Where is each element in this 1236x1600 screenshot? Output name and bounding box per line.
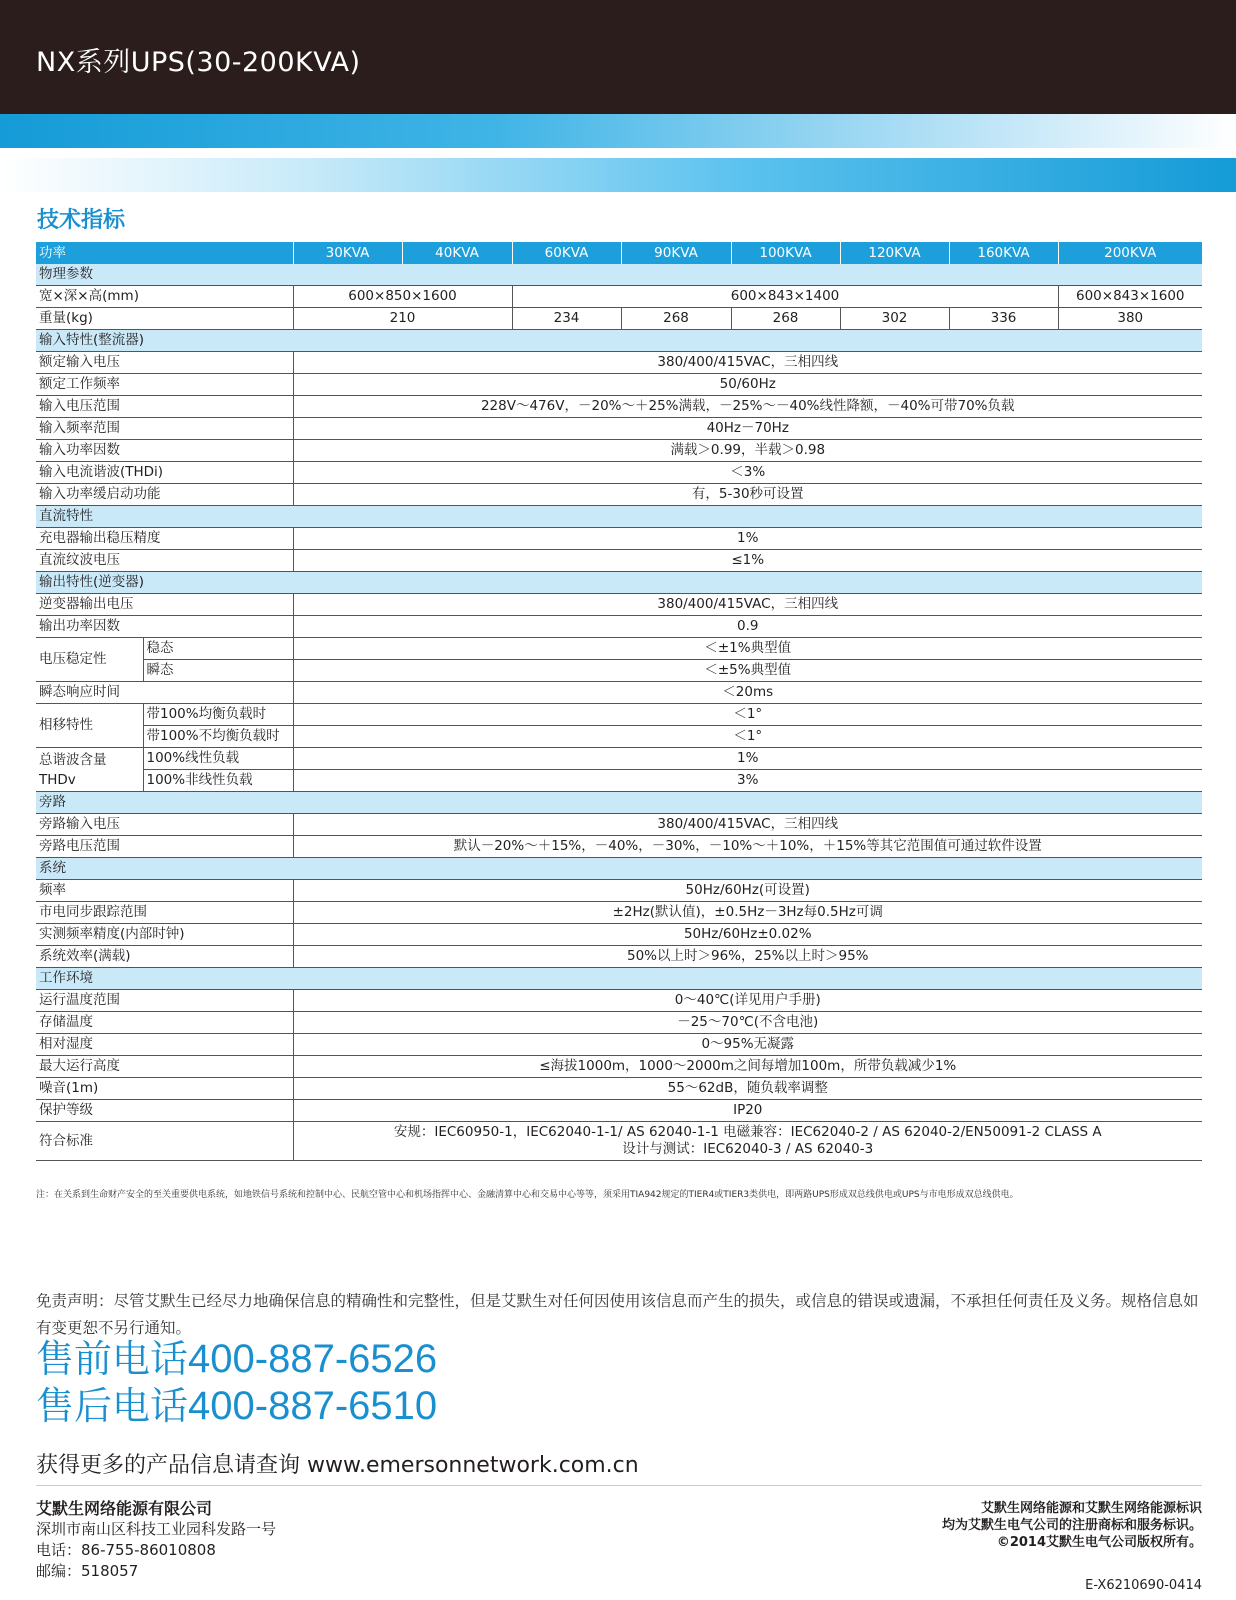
row-sublabel: 瞬态 bbox=[143, 660, 293, 682]
table-row bbox=[36, 1100, 1202, 1122]
section-title: 技术指标 bbox=[37, 208, 126, 233]
row-value: ≤1% bbox=[293, 550, 1202, 572]
row-label: 输入频率范围 bbox=[36, 418, 293, 440]
table-row bbox=[36, 440, 1202, 462]
row-label: 相移特性 bbox=[36, 704, 143, 748]
row-value: ＜1° bbox=[293, 726, 1202, 748]
row-value: 210 bbox=[293, 308, 512, 330]
row-value: ≤海拔1000m，1000～2000m之间每增加100m，所带负载减少1% bbox=[293, 1056, 1202, 1078]
row-value: 50/60Hz bbox=[293, 374, 1202, 396]
row-value: 50%以上时＞96%，25%以上时＞95% bbox=[293, 946, 1202, 968]
row-label: 相对湿度 bbox=[36, 1034, 293, 1056]
company-name: 艾默生网络能源有限公司 bbox=[36, 1499, 213, 1518]
row-value: ＜3% bbox=[293, 462, 1202, 484]
trademark-line: 艾默生网络能源和艾默生网络能源标识 bbox=[980, 1501, 1202, 1516]
row-value: 50Hz/60Hz(可设置) bbox=[293, 880, 1202, 902]
trademark-notice bbox=[942, 1500, 1202, 1551]
aftersales-phone bbox=[36, 1375, 437, 1430]
row-label: 实测频率精度(内部时钟) bbox=[36, 924, 293, 946]
table-row bbox=[36, 308, 1202, 330]
decorative-stripe-bottom bbox=[0, 158, 1236, 192]
row-value: 380 bbox=[1058, 308, 1202, 330]
company-tel: 电话：86-755-86010808 bbox=[36, 1541, 216, 1559]
row-sublabel: 100%线性负载 bbox=[143, 748, 293, 770]
row-value: 380/400/415VAC，三相四线 bbox=[293, 814, 1202, 836]
row-label: 宽×深×高(mm) bbox=[36, 286, 293, 308]
row-label: 市电同步跟踪范围 bbox=[36, 902, 293, 924]
section-heading: 系统 bbox=[36, 858, 1202, 880]
row-value: 40Hz－70Hz bbox=[293, 418, 1202, 440]
table-row bbox=[36, 880, 1202, 902]
row-value: ＜20ms bbox=[293, 682, 1202, 704]
table-row bbox=[36, 1078, 1202, 1100]
row-label: 额定输入电压 bbox=[36, 352, 293, 374]
table-row bbox=[36, 484, 1202, 506]
disclaimer: 免责声明：尽管艾默生已经尽力地确保信息的精确性和完整性，但是艾默生对任何因使用该信息而产生的损失，或信息的错误或遗漏，不承担任何责任及义务。规格信息如有变更恕不另行通知。 bbox=[36, 1292, 1199, 1337]
table-row bbox=[36, 946, 1202, 968]
table-row bbox=[36, 902, 1202, 924]
aftersales-number: 400-887-6510 bbox=[188, 1384, 438, 1428]
row-label: 最大运行高度 bbox=[36, 1056, 293, 1078]
table-row bbox=[36, 616, 1202, 638]
row-value: 268 bbox=[731, 308, 840, 330]
divider bbox=[36, 1485, 1202, 1486]
footnote: 注：在关系到生命财产安全的至关重要供电系统，如地铁信号系统和控制中心、民航空管中心和机场指挥中心、金融清算中心和交易中心等等，须采用TIA942规定的TIER4或TIER3类供电，即两路UPS形成双总线供电或UPS与市电形成双总线供电。 bbox=[36, 1190, 1019, 1200]
table-row bbox=[36, 770, 1202, 792]
section-heading: 物理参数 bbox=[36, 264, 1202, 286]
trademark-line: 均为艾默生电气公司的注册商标和服务标识。 bbox=[941, 1518, 1202, 1533]
row-sublabel: 带100%均衡负载时 bbox=[143, 704, 293, 726]
row-sublabel: 稳态 bbox=[143, 638, 293, 660]
table-row bbox=[36, 1056, 1202, 1078]
table-row bbox=[36, 814, 1202, 836]
row-value: 600×843×1600 bbox=[1058, 286, 1202, 308]
row-value: 268 bbox=[621, 308, 731, 330]
table-row bbox=[36, 418, 1202, 440]
row-sublabel: 带100%不均衡负载时 bbox=[143, 726, 293, 748]
trademark-line: ©2014艾默生电气公司版权所有。 bbox=[996, 1535, 1202, 1550]
table-row bbox=[36, 1122, 1202, 1161]
table-row bbox=[36, 990, 1202, 1012]
row-value: 3% bbox=[293, 770, 1202, 792]
row-label: 保护等级 bbox=[36, 1100, 293, 1122]
website-line: 获得更多的产品信息请查询 www.emersonnetwork.com.cn bbox=[36, 1453, 639, 1478]
table-row bbox=[36, 528, 1202, 550]
row-value: 有，5-30秒可设置 bbox=[293, 484, 1202, 506]
presales-label: 售前电话 bbox=[36, 1337, 189, 1381]
row-label: 旁路电压范围 bbox=[36, 836, 293, 858]
row-label: 运行温度范围 bbox=[36, 990, 293, 1012]
model-header: 100KVA bbox=[731, 242, 840, 264]
aftersales-label: 售后电话 bbox=[36, 1384, 189, 1428]
company-info bbox=[36, 1498, 276, 1582]
model-header: 60KVA bbox=[512, 242, 621, 264]
row-value: 302 bbox=[840, 308, 949, 330]
row-value: 50Hz/60Hz±0.02% bbox=[293, 924, 1202, 946]
document-code: E-X6210690-0414 bbox=[1085, 1578, 1202, 1593]
section-heading: 直流特性 bbox=[36, 506, 1202, 528]
row-value: 0～40℃(详见用户手册) bbox=[293, 990, 1202, 1012]
table-row bbox=[36, 704, 1202, 726]
row-label: 输入功率缓启动功能 bbox=[36, 484, 293, 506]
row-value: ＜1° bbox=[293, 704, 1202, 726]
row-label: 存储温度 bbox=[36, 1012, 293, 1034]
section-heading: 旁路 bbox=[36, 792, 1202, 814]
row-label: 频率 bbox=[36, 880, 293, 902]
row-value: 380/400/415VAC，三相四线 bbox=[293, 352, 1202, 374]
thd-label-line1: 总谐波含量 bbox=[39, 751, 107, 768]
row-label: 旁路输入电压 bbox=[36, 814, 293, 836]
row-value bbox=[293, 1122, 1202, 1161]
table-row bbox=[36, 550, 1202, 572]
model-header: 40KVA bbox=[402, 242, 512, 264]
row-value: －25～70℃(不含电池) bbox=[293, 1012, 1202, 1034]
table-row bbox=[36, 594, 1202, 616]
power-label: 功率 bbox=[36, 242, 293, 264]
row-label: 输入功率因数 bbox=[36, 440, 293, 462]
row-label: 符合标准 bbox=[36, 1122, 293, 1161]
row-label: 输出功率因数 bbox=[36, 616, 293, 638]
section-heading: 输入特性(整流器) bbox=[36, 330, 1202, 352]
row-value: 0～95%无凝露 bbox=[293, 1034, 1202, 1056]
row-value: 228V～476V，－20%～＋25%满载，－25%～－40%线性降额，－40%可带70%负载 bbox=[293, 396, 1202, 418]
row-value: 600×843×1400 bbox=[512, 286, 1058, 308]
section-heading: 工作环境 bbox=[36, 968, 1202, 990]
row-value: 满载＞0.99，半载＞0.98 bbox=[293, 440, 1202, 462]
row-value: 1% bbox=[293, 748, 1202, 770]
row-label: 重量(kg) bbox=[36, 308, 293, 330]
section-heading: 输出特性(逆变器) bbox=[36, 572, 1202, 594]
row-value: 0.9 bbox=[293, 616, 1202, 638]
model-header: 30KVA bbox=[293, 242, 402, 264]
model-header: 120KVA bbox=[840, 242, 949, 264]
table-header-row bbox=[36, 242, 1202, 264]
table-row bbox=[36, 1034, 1202, 1056]
table-row bbox=[36, 374, 1202, 396]
table-row bbox=[36, 836, 1202, 858]
table-row bbox=[36, 638, 1202, 660]
table-row bbox=[36, 748, 1202, 770]
row-label: 额定工作频率 bbox=[36, 374, 293, 396]
row-value: 336 bbox=[949, 308, 1058, 330]
table-row bbox=[36, 682, 1202, 704]
row-value: 1% bbox=[293, 528, 1202, 550]
decorative-stripe-top bbox=[0, 114, 1236, 148]
table-row bbox=[36, 1012, 1202, 1034]
row-value: 234 bbox=[512, 308, 621, 330]
row-label: 电压稳定性 bbox=[36, 638, 143, 682]
table-row bbox=[36, 396, 1202, 418]
company-postcode: 邮编：518057 bbox=[36, 1562, 139, 1580]
row-sublabel: 100%非线性负载 bbox=[143, 770, 293, 792]
standards-line1: 安规：IEC60950-1，IEC62040-1-1/ AS 62040-1-1 电磁兼容：IEC62040-2 / AS 62040-2/EN50091-2 CLASS A bbox=[393, 1124, 1102, 1140]
page-title: NX系列UPS(30-200KVA) bbox=[36, 47, 361, 78]
table-row bbox=[36, 462, 1202, 484]
model-header: 160KVA bbox=[949, 242, 1058, 264]
table-row bbox=[36, 726, 1202, 748]
row-value: ＜±1%典型值 bbox=[293, 638, 1202, 660]
company-address: 深圳市南山区科技工业园科发路一号 bbox=[36, 1520, 277, 1538]
model-header: 200KVA bbox=[1058, 242, 1202, 264]
row-label: 输入电压范围 bbox=[36, 396, 293, 418]
row-value: IP20 bbox=[293, 1100, 1202, 1122]
row-value: 默认－20%～＋15%，－40%，－30%，－10%～＋10%，＋15%等其它范围值可通过软件设置 bbox=[293, 836, 1202, 858]
model-header: 90KVA bbox=[621, 242, 731, 264]
row-label: 噪音(1m) bbox=[36, 1078, 293, 1100]
row-label bbox=[36, 748, 143, 792]
table-row bbox=[36, 924, 1202, 946]
spec-table bbox=[36, 242, 1202, 1161]
standards-line2: 设计与测试：IEC62040-3 / AS 62040-3 bbox=[622, 1141, 874, 1157]
table-row bbox=[36, 352, 1202, 374]
row-label: 逆变器输出电压 bbox=[36, 594, 293, 616]
row-label: 充电器输出稳压精度 bbox=[36, 528, 293, 550]
table-row bbox=[36, 286, 1202, 308]
table-row bbox=[36, 660, 1202, 682]
row-value: ±2Hz(默认值)，±0.5Hz－3Hz每0.5Hz可调 bbox=[293, 902, 1202, 924]
row-label: 系统效率(满载) bbox=[36, 946, 293, 968]
row-label: 输入电流谐波(THDi) bbox=[36, 462, 293, 484]
row-value: ＜±5%典型值 bbox=[293, 660, 1202, 682]
row-value: 55～62dB，随负载率调整 bbox=[293, 1078, 1202, 1100]
thd-label-line2: THDv bbox=[39, 771, 76, 788]
row-value: 380/400/415VAC，三相四线 bbox=[293, 594, 1202, 616]
header-bar bbox=[0, 0, 1236, 114]
presales-number: 400-887-6526 bbox=[188, 1337, 438, 1381]
row-value: 600×850×1600 bbox=[293, 286, 512, 308]
row-label: 瞬态响应时间 bbox=[36, 682, 293, 704]
row-label: 直流纹波电压 bbox=[36, 550, 293, 572]
